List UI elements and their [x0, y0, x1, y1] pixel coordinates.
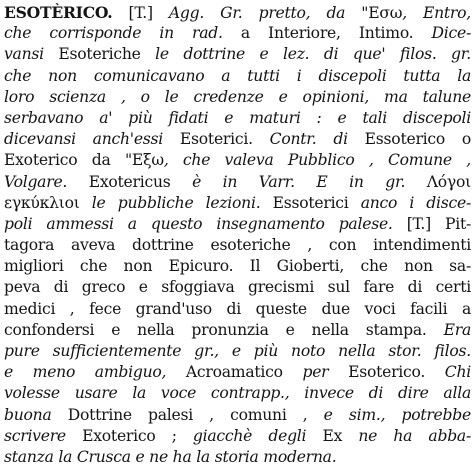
line-segment: e meno ambiguo,	[4, 363, 186, 382]
entry-line	[4, 193, 471, 214]
line-segment: Volgare.	[4, 172, 89, 191]
line-segment: e sim., potrebbe	[323, 405, 471, 424]
line-segment: che non comunicavano a tutti i discepoli tutta la	[4, 66, 471, 85]
line-segment: Dice-	[431, 24, 471, 43]
line-segment: Chi	[444, 363, 471, 382]
line-segment: le pubbliche lezioni.	[79, 193, 273, 212]
line-segment: [T.]	[112, 4, 169, 22]
line-segment: pure sufficientemente gr., e più noto nella stor. filos.	[4, 342, 471, 360]
line-segment: Exoterico da	[4, 151, 125, 170]
entry-line	[4, 150, 471, 171]
greek-word: Λόγοι	[405, 172, 471, 191]
line-segment: a Interiore, Intimo.	[222, 24, 432, 43]
line-segment: Era	[443, 320, 471, 339]
line-segment: confondersi e nella pronunzia e nella stampa.	[4, 320, 444, 339]
line-segment: Essoterico o	[364, 130, 471, 149]
greek-word: "Εξω	[124, 151, 164, 170]
entry-line	[4, 362, 471, 383]
line-segment: peva di greco e sfoggiava grecismi sul fare di certi	[4, 278, 471, 297]
line-segment: volesse usare la voce contrapp., invece di dire alla	[4, 384, 471, 403]
line-segment: vansi	[4, 45, 59, 64]
line-segment: migliori che non Epicuro. Il Gioberti, che non sa-	[4, 257, 471, 276]
entry-line	[4, 87, 471, 108]
line-segment: loro scienza , o le credenze e opinioni, ma talune	[4, 87, 471, 106]
line-segment: , che valeva Pubblico , Comune ,	[163, 151, 471, 170]
entry-line	[4, 23, 471, 44]
line-segment: poli ammessi a questo insegnamento palese.	[4, 214, 393, 233]
line-segment: Agg. Gr. pretto, da	[168, 4, 362, 22]
line-segment: ne ha abba-	[358, 426, 471, 445]
line-segment: per	[302, 363, 349, 382]
line-segment: scrivere	[4, 426, 83, 445]
line-segment: medici , fece grand'uso di queste due voci facili a	[4, 299, 471, 318]
line-segment: Esoterici.	[179, 130, 270, 149]
entry-line	[4, 66, 471, 87]
line-segment: [T.] Pit-	[392, 214, 471, 233]
entry-line	[4, 235, 471, 256]
line-segment: Contr. di	[269, 130, 365, 149]
entry-line	[4, 426, 471, 447]
line-segment: le dottrine e lez. di que' filos. gr.	[155, 45, 471, 64]
entry-line	[4, 320, 471, 341]
line-segment: Exoterico ;	[82, 426, 193, 445]
entry-line	[4, 214, 471, 235]
entry-line	[4, 341, 471, 362]
line-segment: giacchè degli	[192, 426, 323, 445]
line-segment: Esoterico.	[348, 363, 445, 382]
line-segment: stanza la Crusca e ne ha la storia moderna.	[4, 447, 337, 466]
entry-line	[4, 44, 471, 65]
entry-line	[4, 172, 471, 193]
entry-line	[4, 405, 471, 426]
line-segment: Acroamatico	[185, 363, 303, 382]
entry-line	[4, 129, 471, 150]
entry-line	[4, 277, 471, 298]
entry-line	[4, 2, 471, 23]
line-segment: dicevansi anch'essi	[4, 130, 180, 149]
entry-line	[4, 108, 471, 129]
dictionary-entry	[4, 2, 471, 468]
line-segment: , Entro,	[402, 4, 471, 22]
entry-line-last	[4, 447, 471, 468]
line-segment: anco i disce-	[360, 193, 471, 212]
line-segment: buona	[4, 405, 68, 424]
line-segment: Dottrine palesi , comuni ,	[67, 405, 324, 424]
headword: ESOTÈRICO.	[4, 3, 113, 22]
entry-line	[4, 299, 471, 320]
line-segment: Exotericus	[88, 172, 193, 191]
line-segment: che corrisponde in rad.	[4, 24, 223, 43]
line-segment: Esoteriche	[58, 45, 156, 64]
line-segment: serbavano a' più fidati e maturi : e tali discepoli	[4, 108, 471, 127]
greek-word: "Εσω	[361, 4, 403, 22]
greek-word: εγκύκλιοι	[4, 193, 80, 212]
line-segment: Essoterici	[272, 193, 361, 212]
line-segment: è in Varr. E in gr.	[192, 172, 406, 191]
line-segment: tagora aveva dottrine esoteriche , con intendimenti	[4, 236, 471, 255]
line-segment: Ex	[322, 426, 359, 445]
entry-line	[4, 256, 471, 277]
entry-line	[4, 383, 471, 404]
